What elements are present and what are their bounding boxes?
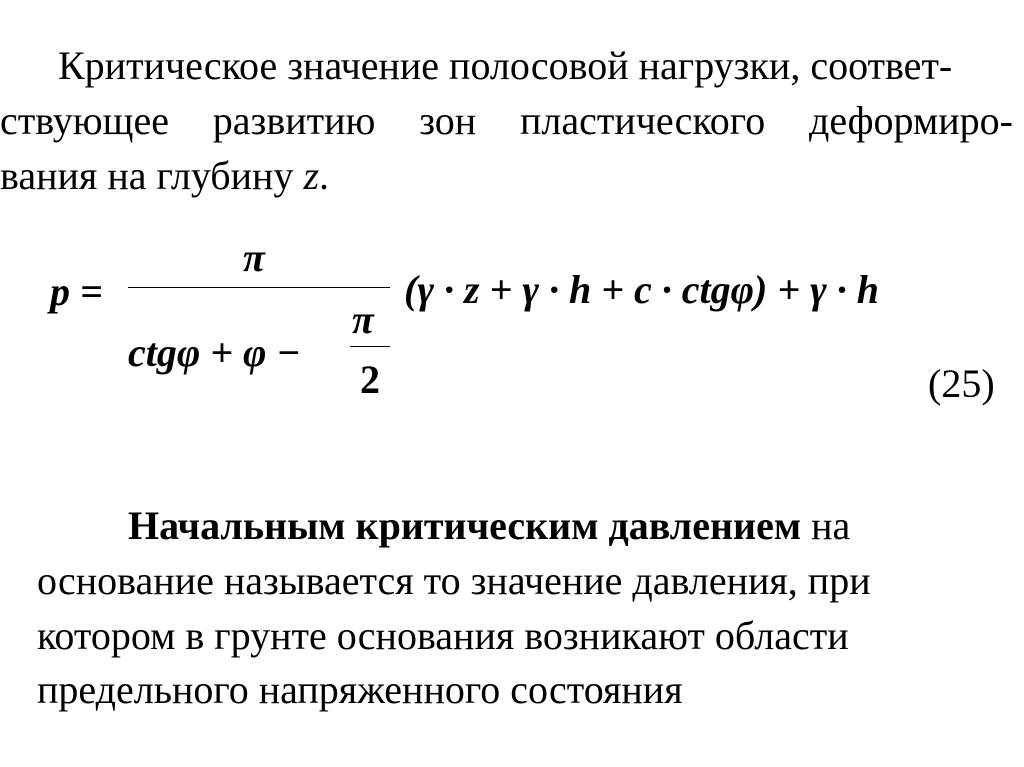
paragraph2-line1-rest: на <box>801 503 851 548</box>
main-fraction-bar <box>128 287 390 288</box>
paragraph1-line3-text: вания на глубину <box>0 153 304 198</box>
inner-denominator: 2 <box>360 357 380 402</box>
formula-denominator: ctgφ + φ − <box>128 330 301 375</box>
formula-lhs: p = <box>50 269 103 314</box>
depth-variable: z <box>303 153 320 198</box>
definition-term: Начальным критическим давлением <box>128 503 802 548</box>
paragraph1-line3 <box>0 153 330 198</box>
inner-numerator: π <box>352 297 374 342</box>
inner-fraction-bar <box>350 346 390 347</box>
paragraph1-line2: ствующее развитию зон пластического деформиро- <box>0 98 1013 143</box>
paragraph2-line1 <box>128 503 851 548</box>
formula-numerator: π <box>243 235 265 280</box>
formula-rhs: (γ · z + γ · h + c · ctgφ) + γ · h <box>404 267 880 312</box>
paragraph1-line3-end: . <box>319 153 330 198</box>
paragraph2-line2: основание называется то значение давления, при <box>37 558 871 603</box>
equation-number: (25) <box>928 361 995 406</box>
paragraph1-line1: Критическое значение полосовой нагрузки, соответ- <box>58 43 953 88</box>
paragraph2-line4: предельного напряженного состояния <box>37 667 683 712</box>
paragraph2-line3: котором в грунте основания возникают области <box>37 613 849 658</box>
